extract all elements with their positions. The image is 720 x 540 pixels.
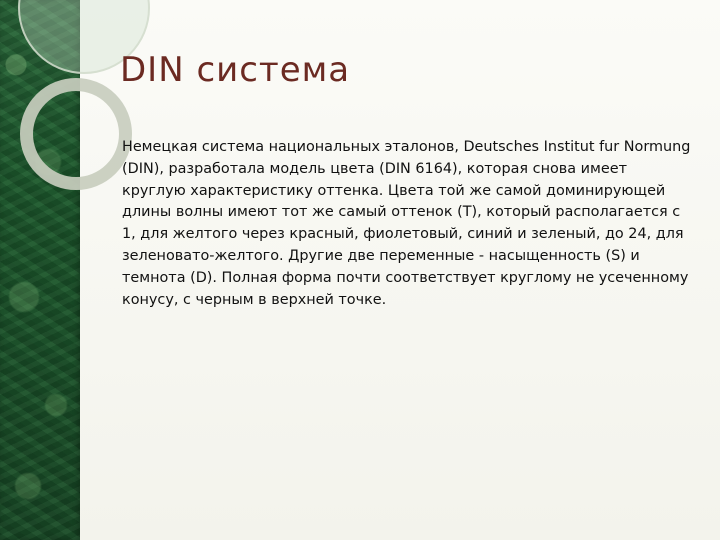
- slide-title: DIN система: [120, 50, 351, 90]
- green-marble-strip: [0, 0, 80, 540]
- slide-body-text: Немецкая система национальных эталонов, Deutsches Institut fur Normung (DIN), разработала модель цвета (DIN 6164), которая снова имеет круглую характеристику оттенка. Цвета той же самой доминирующей длины волны имеют тот же самый оттенок (T), который располагается с 1, для желтого через красный, фиолетовый, синий и зеленый, до 24, для зеленовато-желтого. Другие две переменные - насыщенность (S) и темнота (D). Полная форма почти соответствует круглому не усеченному конусу, с черным в верхней точке.: [122, 139, 691, 308]
